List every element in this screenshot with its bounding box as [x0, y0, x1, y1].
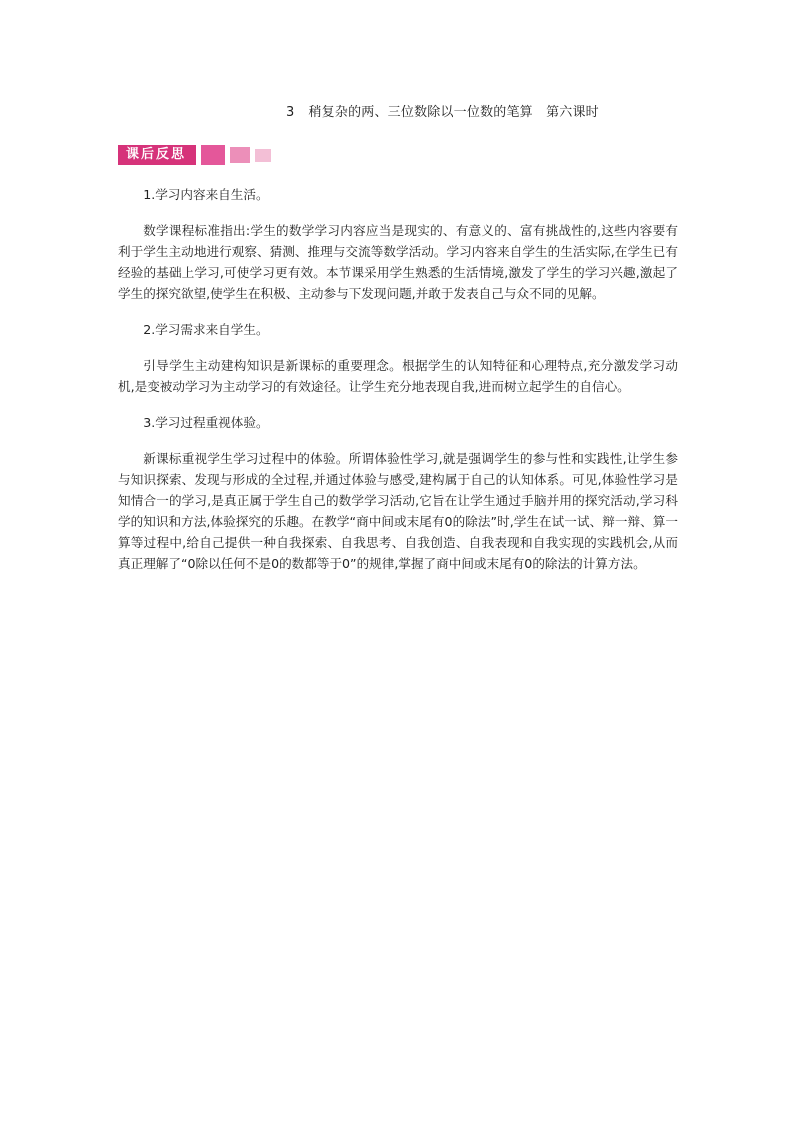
banner-square — [255, 149, 271, 162]
section-body: 数学课程标准指出:学生的数学学习内容应当是现实的、有意义的、富有挑战性的,这些内容要有利于学生主动地进行观察、猜测、推理与交流等数学活动。学习内容来自学生的生活实际,在学生已有经验的基础上学习,可使学习更有效。本节课采用学生熟悉的生活情境,激发了学生的学习兴趣,激起了学生的探究欲望,使学生在积极、主动参与下发现问题,并敢于发表自己与众不同的见解。 — [118, 223, 678, 301]
lesson-title: 稍复杂的两、三位数除以一位数的笔算 第六课时 — [308, 105, 599, 120]
lesson-number: 3 — [286, 105, 295, 120]
reflection-content — [118, 184, 678, 589]
banner-square — [230, 147, 250, 163]
reflection-banner — [118, 145, 271, 165]
page-header — [286, 101, 599, 120]
section-heading: 1.学习内容来自生活。 — [143, 187, 269, 202]
section-heading: 3.学习过程重视体验。 — [143, 415, 269, 430]
banner-square — [201, 145, 225, 165]
section-heading: 2.学习需求来自学生。 — [143, 322, 269, 337]
banner-label: 课后反思 — [118, 145, 196, 165]
section-body: 引导学生主动建构知识是新课标的重要理念。根据学生的认知特征和心理特点,充分激发学习动机,是变被动学习为主动学习的有效途径。让学生充分地表现自我,进而树立起学生的自信心。 — [118, 358, 678, 394]
section-body: 新课标重视学生学习过程中的体验。所谓体验性学习,就是强调学生的参与性和实践性,让学生参与知识探索、发现与形成的全过程,并通过体验与感受,建构属于自己的认知体系。可见,体验性学习是知情合一的学习,是真正属于学生自己的数学学习活动,它旨在让学生通过手脑并用的探究活动,学习科学的知识和方法,体验探究的乐趣。在教学“商中间或末尾有0的除法”时,学生在试一试、辩一辩、算一算等过程中,给自己提供一种自我探索、自我思考、自我创造、自我表现和自我实现的实践机会,从而真正理解了“0除以任何不是0的数都等于0”的规律,掌握了商中间或末尾有0的除法的计算方法。 — [118, 451, 678, 571]
